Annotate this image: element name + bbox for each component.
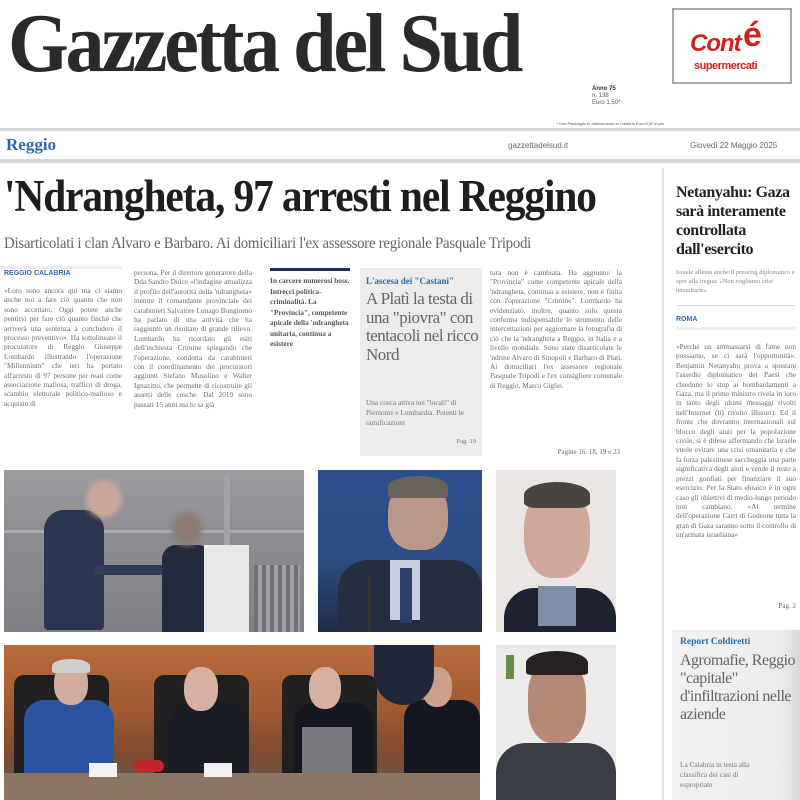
caption-bar (270, 268, 350, 271)
rail-headline[interactable]: Netanyahu: Gaza sarà interamente controllata dall'esercito (676, 184, 790, 258)
rail-body: «Perché un ammassarsi di fame non possiamo, se ci sarà l'opportunità». Benjamin Netanyahu prova a spostare l'assedio diplomatico dei Paesi che chiedono lo stop ai bombardamenti a Gaza, ma il primo ministro rivela in loro in tanto degli ultimi messaggi rivolti nell'Internet (lì) rivolto illusori). Ed il fronte che dovranno internazionali sul blocco degli aiuti per la popolazione civile, si è difeso affermando che Israele vuole evitare una crisi umanitaria e che la forza palestinese saccheggia una parte significativa degli aiuti e vende il resto a prezzi gonfiati per finanziare il suo esercizio. Per la Stato ebraico è in ogni caso gli obiettivi di medio-lungo periodo non cambiano. «Al termine dell'operazione Carri di Gedeone tutta la gran di Gaza saranno sotto il controllo di un'armata israeliana» (676, 342, 796, 540)
ad-brand-accent: é (743, 16, 762, 54)
masthead-title: Gazzetta del Sud (8, 0, 521, 90)
suspect-portrait-photo-1[interactable] (496, 470, 616, 632)
issue-year: Anno 75 (592, 86, 616, 92)
section-name[interactable]: Reggio (6, 135, 57, 154)
rail-rule-2 (676, 327, 796, 330)
rail-page-ref: Pag. 2 (778, 602, 796, 610)
website-link[interactable]: gazzettadelsud.it (508, 141, 569, 150)
lead-headline[interactable]: 'Ndrangheta, 97 arresti nel Reggino (4, 171, 596, 221)
rail-box-title[interactable]: Agromafie, Reggio "capitale" d'infiltrazioni nelle aziende (680, 652, 796, 723)
lead-page-ref: Pagine 16, 18, 19 e 23 (557, 448, 620, 456)
lead-column-1-text: «Loro sono ancora qui ma ci siamo anche noi a fare ciò quanto che non sono accettato. Oggi potete anche pentirvi per fare ciò quanto finché che arriverà una sentenza a concludere il processo preventivo». Ha sottolineato il procuratore di Reggio Giuseppe Lombardo illustrando l'operazione "Millennium" che ieri ha portato all'arresto di 97 persone per reati come associazione mafiosa, traffico di droga, scambio elettorale politico-mafioso e acquisto di (4, 286, 122, 408)
suspect-portrait-photo-2[interactable] (496, 645, 616, 800)
lead-column-1 (4, 270, 122, 408)
rail-rule (676, 305, 796, 306)
lead-subhead: Disarticolati i clan Alvaro e Barbaro. Ai domiciliari l'ex assessore regionale Pasquale Tripodi (4, 235, 532, 252)
lead-column-2-text: persona. Per il direttore generatore della Dda Sandro Dolce «l'indagine attualizza il profilo dell'autorità della 'ndrangheta» mentre il comandante provinciale dei carabinieri Salvatore Lunago Bongiorno ha parlato di una attività che ha raggiunto un risultato di grande rilievo. Lombardo ha ricordato gli esiti dell'inchiesta Crimine spiegando che l'operazione, condotta da carabinieri con il coordinamento dei procuratori aggiunti Stefano Musolino e Walter Ignazitto, che permette di ricostruire gli assetti delle cosche. Dal 2019 sono passati 15 anni ma lo sa già (134, 268, 252, 409)
inset-body: Una cosca attiva nei "locali" di Piemonte e Lombardia. Potenti le ramificazioni (366, 398, 464, 427)
issue-number: n. 138 (592, 93, 609, 99)
ad-brand: Cont (690, 30, 741, 57)
price-fine-print: * Con Passaggio in abbinamento in Calabria Euro 0,50 in più (556, 121, 664, 126)
issue-info (592, 86, 652, 107)
arrest-scene-photo[interactable] (4, 470, 304, 632)
rail-subhead: Israele allenta anche il pressing diplomatico e apre alla tregua: «Non vogliamo crisi umanitarie» (676, 269, 795, 294)
section-rule (0, 159, 800, 163)
lead-column-5-text: tura non è cambiata. Ha aggiunto: la "Provincia" come competente apicale della 'ndrangheta, continua a esistere, non è finita con l'operazione "Crimine". Lombardo ha evidenziato, inoltre, quanto solo questa conferma indispensabile lo strumento delle intercettazioni per aggiornare la fotografia di ciò che la 'ndrangheta a Reggio, in Italia e a livello mondiale. Sono state disarticolate le 'ndrine Alvaro di Sinopoli e Barbaro di Platì. Ai domiciliari l'ex assessore regionale Pasquale Tripodi e l'ex consigliere comunale di Reggio, Marco Giglio. (490, 268, 622, 390)
rail-box-body: La Calabria in testa alla classifica dei casi di espropriate (680, 760, 750, 789)
official-portrait-photo[interactable] (318, 470, 482, 632)
issue-price: Euro 1,50* (592, 100, 621, 106)
rail-box-kicker: Report Coldiretti (680, 637, 751, 647)
column-top-bar (0, 266, 122, 269)
ad-tagline: supermercati (694, 60, 758, 72)
press-conference-photo[interactable] (4, 645, 480, 800)
rail-kicker: ROMA (676, 316, 698, 323)
lead-highlight-caption: In carcere numerosi boss. Intrecci politica-criminalità. La "Provincia", competente apicale della 'ndrangheta unitaria, continua a esistere (270, 276, 350, 348)
inset-kicker: L'ascesa dei "Castani" (366, 276, 454, 286)
top-rule (0, 128, 800, 131)
lead-kicker: REGGIO CALABRIA (4, 270, 71, 277)
publication-date: Giovedì 22 Maggio 2025 (690, 141, 778, 150)
inset-title[interactable]: A Platì la testa di una "piovra" con tentacoli nel ricco Nord (366, 289, 479, 364)
advertisement-conte[interactable] (672, 8, 792, 84)
rail-divider (662, 168, 664, 800)
inset-page-ref: Pag. 19 (456, 438, 476, 445)
